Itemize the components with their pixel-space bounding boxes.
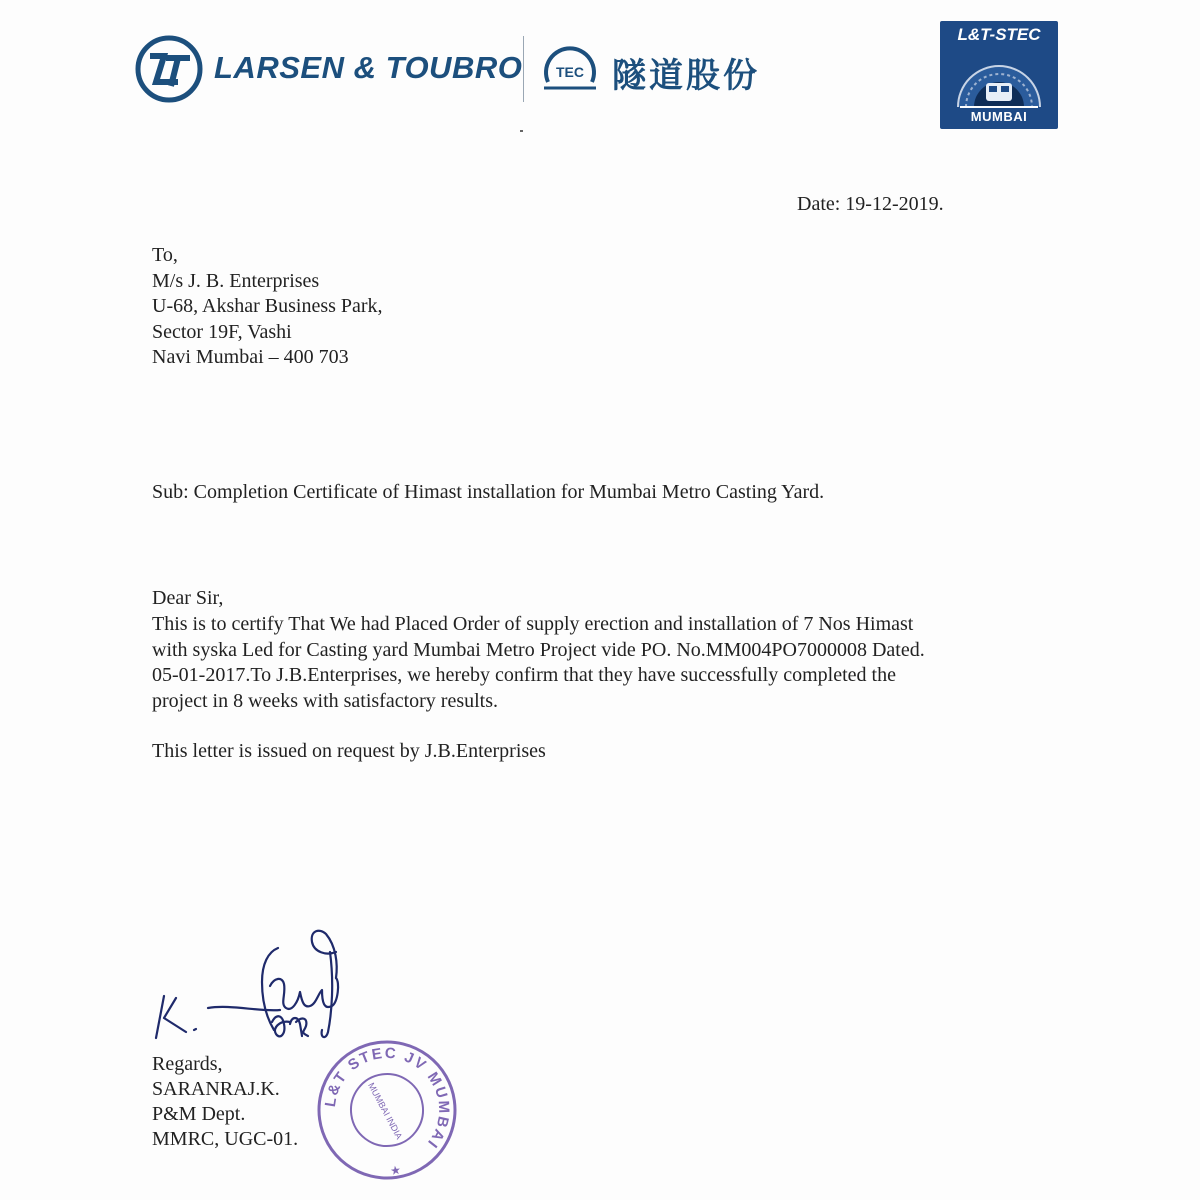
issued-note: This letter is issued on request by J.B.Enterprises bbox=[152, 740, 546, 762]
body-line: project in 8 weeks with satisfactory results. bbox=[152, 689, 499, 712]
closing-line: SARANRAJ.K. bbox=[152, 1078, 280, 1100]
stamp-center-text: MUMBAI INDIA bbox=[366, 1080, 405, 1141]
address-line: M/s J. B. Enterprises bbox=[152, 269, 320, 292]
body-line: This is to certify That We had Placed Order of supply erection and installation of 7 Nos Himast bbox=[152, 613, 914, 635]
print-speck bbox=[520, 130, 523, 132]
address-line: Navi Mumbai – 400 703 bbox=[152, 346, 349, 368]
company-seal-stamp bbox=[312, 1035, 462, 1185]
tec-chinese-name: 隧道股份 bbox=[612, 56, 760, 96]
stamp-ring-text: L&T STEC JV MUMBAI bbox=[321, 1044, 453, 1153]
closing-line: Regards, bbox=[152, 1053, 223, 1075]
address-line: Sector 19F, Vashi bbox=[152, 320, 292, 343]
badge-title: L&T-STEC bbox=[957, 25, 1041, 44]
badge-city: MUMBAI bbox=[970, 109, 1028, 124]
body-line: 05-01-2017.To J.B.Enterprises, we hereby confirm that they have successfully completed the bbox=[152, 664, 896, 686]
tec-logo-text: TEC bbox=[556, 64, 584, 80]
header-divider bbox=[523, 36, 524, 102]
lt-stec-badge bbox=[940, 21, 1058, 129]
letter-body bbox=[152, 612, 925, 714]
company-name: LARSEN & TOUBRO bbox=[214, 50, 523, 85]
letter-date: Date: 19-12-2019. bbox=[797, 193, 944, 215]
address-line: U-68, Akshar Business Park, bbox=[152, 295, 383, 317]
letter-subject: Sub: Completion Certificate of Himast installation for Mumbai Metro Casting Yard. bbox=[152, 481, 825, 503]
svg-text:★: ★ bbox=[389, 1162, 402, 1179]
body-line: with syska Led for Casting yard Mumbai Metro Project vide PO. No.MM004PO7000008 Dated. bbox=[152, 638, 925, 661]
closing-line: MMRC, UGC-01. bbox=[152, 1128, 299, 1150]
tec-logo-icon bbox=[540, 44, 600, 96]
larsen-toubro-logo-icon bbox=[134, 34, 204, 104]
closing-line: P&M Dept. bbox=[152, 1103, 246, 1125]
metro-tunnel-icon bbox=[954, 47, 1044, 109]
address-line: To, bbox=[152, 244, 178, 266]
recipient-address bbox=[152, 243, 383, 371]
salutation: Dear Sir, bbox=[152, 587, 224, 609]
closing-block bbox=[152, 1052, 298, 1152]
